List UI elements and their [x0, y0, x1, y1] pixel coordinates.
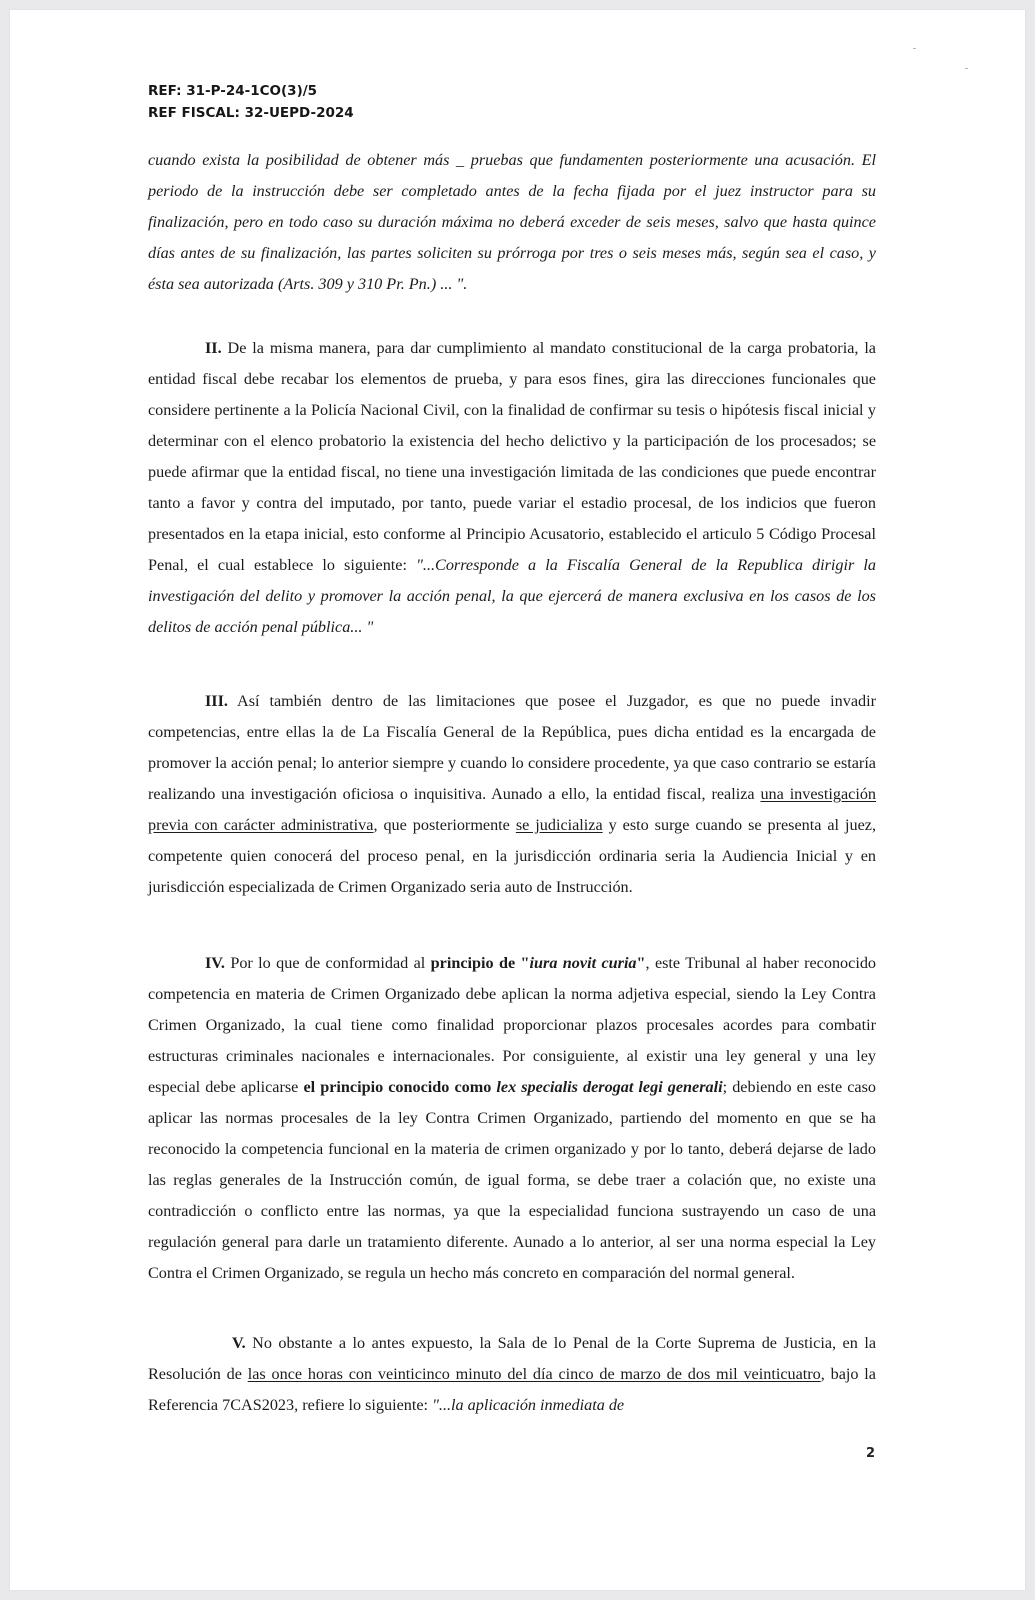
section-iv-latin-maxim-b: lex specialis derogat legi generali: [496, 1078, 723, 1096]
section-ii-text: De la misma manera, para dar cumplimiento al mandato constitucional de la carga probatoria, la entidad fiscal debe recabar los elementos de prueba, y para esos fines, gira las direcciones funcionales que considere pertinente a la Policía Nacional Civil, con la finalidad de confirmar su tesis o hipótesis fiscal inicial y determinar con el elenco probatorio la existencia del hecho delictivo y la participación de los procesados; se puede afirmar que la entidad fiscal, no tiene una investigación limitada de las condiciones que puede encontrar tanto a favor y contra del imputado, por tanto, puede variar el estadio procesal, de los indicios que fueron presentados en la etapa inicial, esto conforme al Principio Acusatorio, establecido el articulo 5 Código Procesal Penal, el cual establece lo siguiente:: [148, 339, 876, 574]
section-ii: [148, 333, 876, 643]
section-ii-numeral: II.: [205, 339, 222, 357]
intro-text: cuando exista la posibilidad de obtener más _ pruebas que fundamenten posteriormente una acusación. El periodo de la instrucción debe ser completado antes de la fecha fijada por el juez instructor para su finalización, pero en todo caso su duración máxima no deberá exceder de seis meses, salvo que hasta quince días antes de su finalización, las partes soliciten su prórroga por tres o seis meses más, según sea el caso, y ésta sea autorizada (Arts. 309 y 310 Pr. Pn.) ... ".: [148, 151, 876, 293]
section-iv-bold-b: ": [636, 954, 646, 972]
section-iii-text-a: Así también dentro de las limitaciones que posee el Juzgador, es que no puede invadir competencias, entre ellas la de La Fiscalía General de la República, pues dicha entidad es la encargada de promover la acción penal; lo anterior siempre y cuando lo considere procedente, ya que caso contrario se estaría realizando una investigación oficiosa o inquisitiva. Aunado a ello, la entidad fiscal, realiza: [148, 692, 876, 803]
page-number: 2: [866, 1446, 876, 1461]
section-ii-quote: "...Corresponde a la Fiscalía General de la Republica dirigir la investigación del delito y promover la acción penal, la que ejercerá de manera exclusiva en los casos de los delitos de acción penal pública... ": [148, 556, 876, 636]
section-iv-text-a: Por lo que de conformidad al: [230, 954, 431, 972]
reference-number: REF: 31-P-24-1CO(3)/5: [148, 83, 318, 99]
document-page: [10, 10, 1025, 1590]
section-iii-text-c: y esto surge cuando se presenta al juez, competente quien conocerá del proceso penal, en la jurisdicción ordinaria seria la Audiencia Inicial y en jurisdicción especializada de Crimen Organizado seria auto de Instrucción.: [148, 816, 877, 896]
section-iv-bold-c: el principio conocido como: [303, 1078, 497, 1096]
section-v: [148, 1328, 876, 1421]
document-header: [148, 80, 354, 124]
section-iii-numeral: III.: [205, 692, 228, 710]
section-v-italic-a: "...la aplicación inmediata de: [432, 1396, 625, 1414]
section-iii-text-b: , que posteriormente: [373, 816, 516, 834]
section-iv-text-b: , este Tribunal al haber reconocido competencia en materia de Crimen Organizado debe aplican la norma adjetiva especial, siendo la Ley Contra Crimen Organizado, la cual tiene como finalidad proporcionar plazos procesales acordes para combatir estructuras criminales nacionales e internacionales. Por consiguiente, al existir una ley general y una ley especial debe aplicarse: [148, 954, 877, 1096]
section-iv-text-c: ; debiendo en este caso aplicar las normas procesales de la ley Contra Crimen Organizado, partiendo del momento en que se ha reconocido la competencia funcional en la materia de crimen organizado y por lo tanto, deberá dejarse de lado las reglas generales de la Instrucción común, de igual forma, se debe traer a colación que, no existe una contradicción o conflicto entre las normas, ya que la especialidad funciona sustrayendo un caso de una regulación general para darle un tratamiento diferente. Aunado a lo anterior, al ser una norma especial la Ley Contra el Crimen Organizado, se regula un hecho más concreto en comparación del normal general.: [148, 1078, 876, 1282]
section-v-paragraph: [148, 1328, 876, 1421]
section-iv-bold-a: principio de ": [430, 954, 530, 972]
section-v-numeral: V.: [232, 1334, 246, 1352]
fiscal-reference-number: REF FISCAL: 32-UEPD-2024: [148, 105, 354, 121]
section-iv: [148, 948, 876, 1289]
section-iv-numeral: IV.: [205, 954, 225, 972]
section-iii-underline-b: se judicializa: [515, 816, 603, 834]
section-v-underline-a: las once horas con veinticinco minuto del día cinco de marzo de dos mil veinticuatro: [247, 1365, 821, 1383]
section-iii-underline-a: una investigación previa con carácter administrativa: [148, 785, 877, 834]
section-iii: [148, 686, 876, 903]
section-ii-paragraph: [148, 333, 876, 643]
section-v-text-b: , bajo la Referencia 7CAS2023, refiere lo siguiente:: [148, 1365, 876, 1414]
scan-speck: [913, 48, 916, 49]
intro-paragraph: [148, 145, 876, 300]
scan-speck: [965, 68, 968, 69]
section-v-text-a: No obstante a lo antes expuesto, la Sala de lo Penal de la Corte Suprema de Justicia, en la Resolución de: [148, 1334, 877, 1383]
section-iv-paragraph: [148, 948, 876, 1289]
section-iv-latin-maxim-a: iura novit curia: [529, 954, 637, 972]
section-iii-paragraph: [148, 686, 876, 903]
